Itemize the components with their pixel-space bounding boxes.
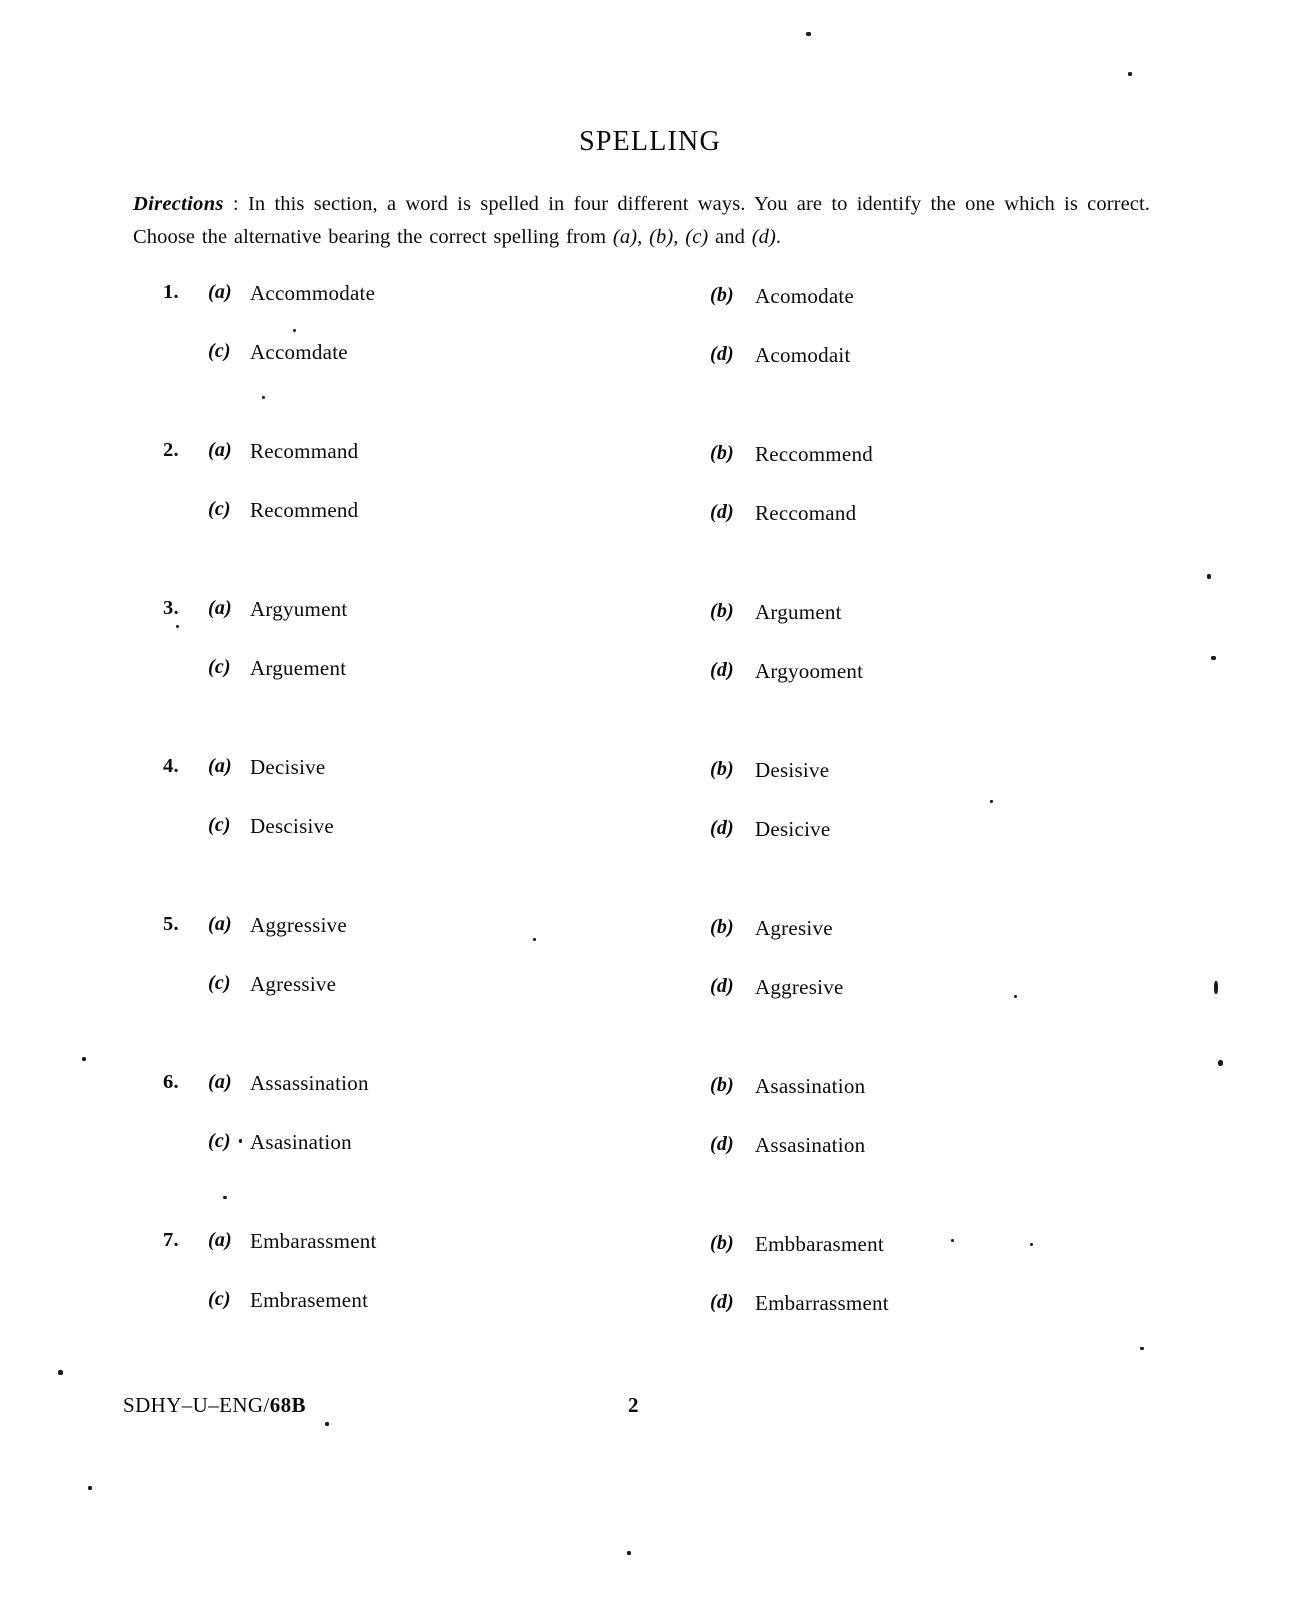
- scan-speckle: [293, 329, 296, 332]
- option-text-b[interactable]: Asassination: [755, 1074, 866, 1098]
- option-text-c[interactable]: Embrasement: [250, 1288, 369, 1312]
- option-label-b: (b): [710, 916, 734, 938]
- option-label-c: (c): [208, 814, 231, 836]
- option-label-b: (b): [710, 1232, 734, 1254]
- option-label-d: (d): [710, 1291, 734, 1313]
- option-label-b: (b): [710, 442, 734, 464]
- option-text-a[interactable]: Decisive: [250, 755, 326, 779]
- option-label-d: (d): [710, 343, 734, 365]
- paper-code: [123, 1393, 306, 1418]
- question-item: [0, 755, 1292, 913]
- option-text-c[interactable]: Agressive: [250, 972, 337, 996]
- scan-speckle: [239, 1139, 242, 1143]
- scan-speckle: [262, 396, 265, 399]
- option-label-a: (a): [208, 281, 232, 303]
- question-row-cd: [0, 656, 1292, 715]
- option-text-a[interactable]: Argyument: [250, 597, 348, 621]
- option-label-c: (c): [208, 1130, 231, 1152]
- question-row-ab: [0, 913, 1292, 972]
- question-row-ab: [0, 597, 1292, 656]
- option-label-a: (a): [208, 439, 232, 461]
- option-label-c: (c): [208, 972, 231, 994]
- scan-speckle: [176, 625, 179, 628]
- paper-code-prefix: SDHY–U–ENG/: [123, 1393, 270, 1417]
- option-text-d[interactable]: Acomodait: [755, 343, 851, 367]
- scan-speckle: [1207, 574, 1211, 579]
- option-text-b[interactable]: Argument: [755, 600, 842, 624]
- question-item: [0, 1071, 1292, 1229]
- option-label-a: (a): [208, 1229, 232, 1251]
- scan-speckle: [1030, 1243, 1033, 1246]
- page-title: SPELLING: [579, 126, 721, 157]
- scan-speckle: [627, 1551, 631, 1555]
- scan-speckle: [58, 1370, 63, 1375]
- scan-speckle: [325, 1422, 329, 1426]
- directions-paragraph: [133, 188, 1150, 254]
- option-label-d: (d): [710, 975, 734, 997]
- question-row-ab: [0, 281, 1292, 340]
- option-label-d: (d): [710, 501, 734, 523]
- question-number: 5.: [163, 913, 179, 935]
- option-text-d[interactable]: Aggresive: [755, 975, 844, 999]
- question-row-ab: [0, 755, 1292, 814]
- option-label-c: (c): [208, 498, 231, 520]
- option-text-c[interactable]: Asasination: [250, 1130, 352, 1154]
- option-label-a: (a): [208, 755, 232, 777]
- option-text-d[interactable]: Embarrassment: [755, 1291, 889, 1315]
- question-number: 4.: [163, 755, 179, 777]
- option-text-b[interactable]: Acomodate: [755, 284, 855, 308]
- question-number: 7.: [163, 1229, 179, 1251]
- scan-speckle: [82, 1057, 86, 1061]
- option-text-b[interactable]: Desisive: [755, 758, 830, 782]
- question-row-cd: [0, 1288, 1292, 1347]
- question-row-ab: [0, 1071, 1292, 1130]
- scan-speckle: [990, 800, 993, 803]
- question-list: [0, 281, 1292, 1387]
- option-text-d[interactable]: Reccomand: [755, 501, 857, 525]
- scan-speckle: [951, 1239, 954, 1242]
- question-item: [0, 1229, 1292, 1387]
- option-label-b: (b): [710, 284, 734, 306]
- option-label-c: (c): [208, 1288, 231, 1310]
- directions-body: In this section, a word is spelled in four different ways. You are to identify the one which is correct. Choose the alternative bearing the correct spelling from: [133, 193, 1150, 248]
- question-row-cd: [0, 340, 1292, 399]
- directions-option-a: (a): [612, 226, 638, 248]
- question-item: [0, 913, 1292, 1071]
- directions-separator: :: [223, 193, 248, 215]
- question-item: [0, 281, 1292, 439]
- scan-speckle: [223, 1196, 227, 1199]
- option-label-b: (b): [710, 600, 734, 622]
- question-row-ab: [0, 439, 1292, 498]
- question-row-cd: [0, 814, 1292, 873]
- option-text-d[interactable]: Argyooment: [755, 659, 864, 683]
- question-number: 6.: [163, 1071, 179, 1093]
- option-label-a: (a): [208, 1071, 232, 1093]
- option-text-a[interactable]: Recommand: [250, 439, 359, 463]
- page-footer: [0, 1393, 1292, 1427]
- option-text-c[interactable]: Accomdate: [250, 340, 348, 364]
- option-text-c[interactable]: Descisive: [250, 814, 334, 838]
- directions-sep-1: ,: [637, 226, 650, 248]
- option-text-d[interactable]: Assasination: [755, 1133, 866, 1157]
- directions-label: Directions: [133, 193, 224, 215]
- question-item: [0, 439, 1292, 597]
- option-label-a: (a): [208, 597, 232, 619]
- scan-speckle: [1214, 981, 1218, 994]
- option-text-d[interactable]: Desicive: [755, 817, 831, 841]
- question-number: 3.: [163, 597, 179, 619]
- scan-speckle: [1218, 1060, 1223, 1066]
- directions-option-d: (d): [751, 226, 776, 248]
- scan-speckle: [1140, 1347, 1144, 1350]
- option-text-a[interactable]: Accommodate: [250, 281, 376, 305]
- option-label-b: (b): [710, 1074, 734, 1096]
- option-text-a[interactable]: Embarassment: [250, 1229, 377, 1253]
- directions-option-c: (c): [685, 226, 709, 248]
- option-label-d: (d): [710, 817, 734, 839]
- page-number: 2: [628, 1393, 639, 1417]
- scan-speckle: [1014, 995, 1017, 998]
- question-row-cd: [0, 972, 1292, 1031]
- scan-speckle: [1128, 72, 1132, 76]
- directions-sep-3: and: [708, 226, 752, 248]
- option-text-b[interactable]: Embbarasment: [755, 1232, 884, 1256]
- question-row-ab: [0, 1229, 1292, 1288]
- option-text-b[interactable]: Reccommend: [755, 442, 873, 466]
- question-row-cd: [0, 498, 1292, 557]
- question-number: 1.: [163, 281, 179, 303]
- option-label-c: (c): [208, 656, 231, 678]
- scan-speckle: [88, 1486, 92, 1490]
- question-number: 2.: [163, 439, 179, 461]
- option-text-a[interactable]: Assassination: [250, 1071, 369, 1095]
- option-label-c: (c): [208, 340, 231, 362]
- directions-option-b: (b),: [649, 226, 679, 248]
- question-row-cd: [0, 1130, 1292, 1189]
- option-text-c[interactable]: Recommend: [250, 498, 359, 522]
- option-text-c[interactable]: Arguement: [250, 656, 347, 680]
- scan-speckle: [806, 32, 811, 36]
- question-item: [0, 597, 1292, 755]
- directions-end: .: [775, 226, 782, 248]
- paper-code-suffix: 68B: [269, 1393, 306, 1417]
- option-label-d: (d): [710, 1133, 734, 1155]
- option-label-b: (b): [710, 758, 734, 780]
- option-label-d: (d): [710, 659, 734, 681]
- scan-speckle: [1211, 656, 1216, 660]
- option-text-a[interactable]: Aggressive: [250, 913, 347, 937]
- option-text-b[interactable]: Agresive: [755, 916, 833, 940]
- scan-speckle: [533, 938, 536, 941]
- option-label-a: (a): [208, 913, 232, 935]
